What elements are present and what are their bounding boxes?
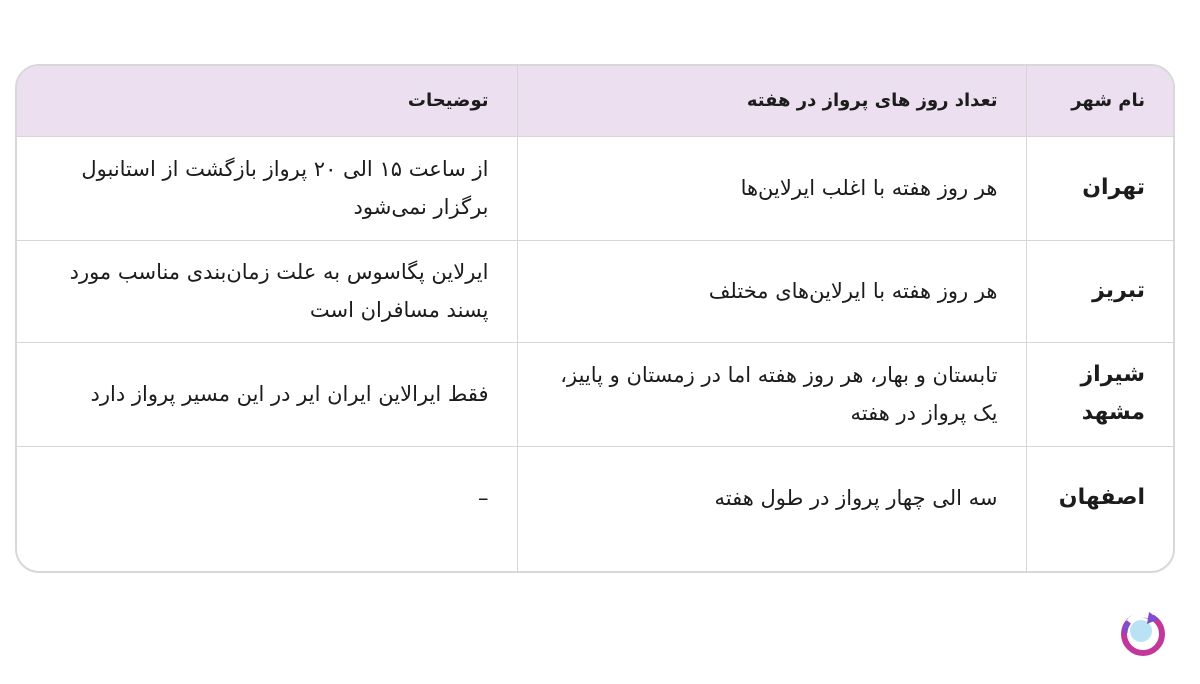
days-cell: سه الی چهار پرواز در طول هفته: [517, 446, 1026, 573]
header-description: توضیحات: [17, 66, 517, 136]
city-name: اصفهان: [1058, 484, 1145, 510]
table-header-row: [17, 66, 1173, 136]
city-cell: [1026, 240, 1173, 342]
header-city: نام شهر: [1026, 66, 1173, 136]
city-name: مشهد: [1081, 400, 1145, 425]
description-cell: فقط ایرالاین ایران ایر در این مسیر پرواز دارد: [17, 342, 517, 446]
city-name: شیراز: [1080, 362, 1145, 387]
flight-schedule-table: [17, 66, 1173, 573]
city-cell: [1026, 342, 1173, 446]
city-cell: [1026, 446, 1173, 573]
days-cell: هر روز هفته با ایرلاین‌های مختلف: [517, 240, 1026, 342]
days-cell: تابستان و بهار، هر روز هفته اما در زمستان و پاییز، یک پرواز در هفته: [517, 342, 1026, 446]
table-row: [17, 446, 1173, 573]
description-cell: ایرلاین پگاسوس به علت زمان‌بندی مناسب مورد پسند مسافران است: [17, 240, 517, 342]
table-row: [17, 342, 1173, 446]
days-cell: هر روز هفته با اغلب ایرلاین‌ها: [517, 136, 1026, 240]
flight-table: [15, 64, 1175, 573]
brand-logo-icon: [1119, 609, 1167, 657]
header-days: تعداد روز های پرواز در هفته: [517, 66, 1026, 136]
table-row: [17, 240, 1173, 342]
description-cell: –: [478, 485, 489, 510]
city-name: تبریز: [1092, 278, 1145, 303]
table-row: [17, 136, 1173, 240]
city-cell: [1026, 136, 1173, 240]
description-cell: از ساعت ۱۵ الی ۲۰ پرواز بازگشت از استانبول برگزار نمی‌شود: [17, 136, 517, 240]
city-name: تهران: [1082, 175, 1145, 200]
